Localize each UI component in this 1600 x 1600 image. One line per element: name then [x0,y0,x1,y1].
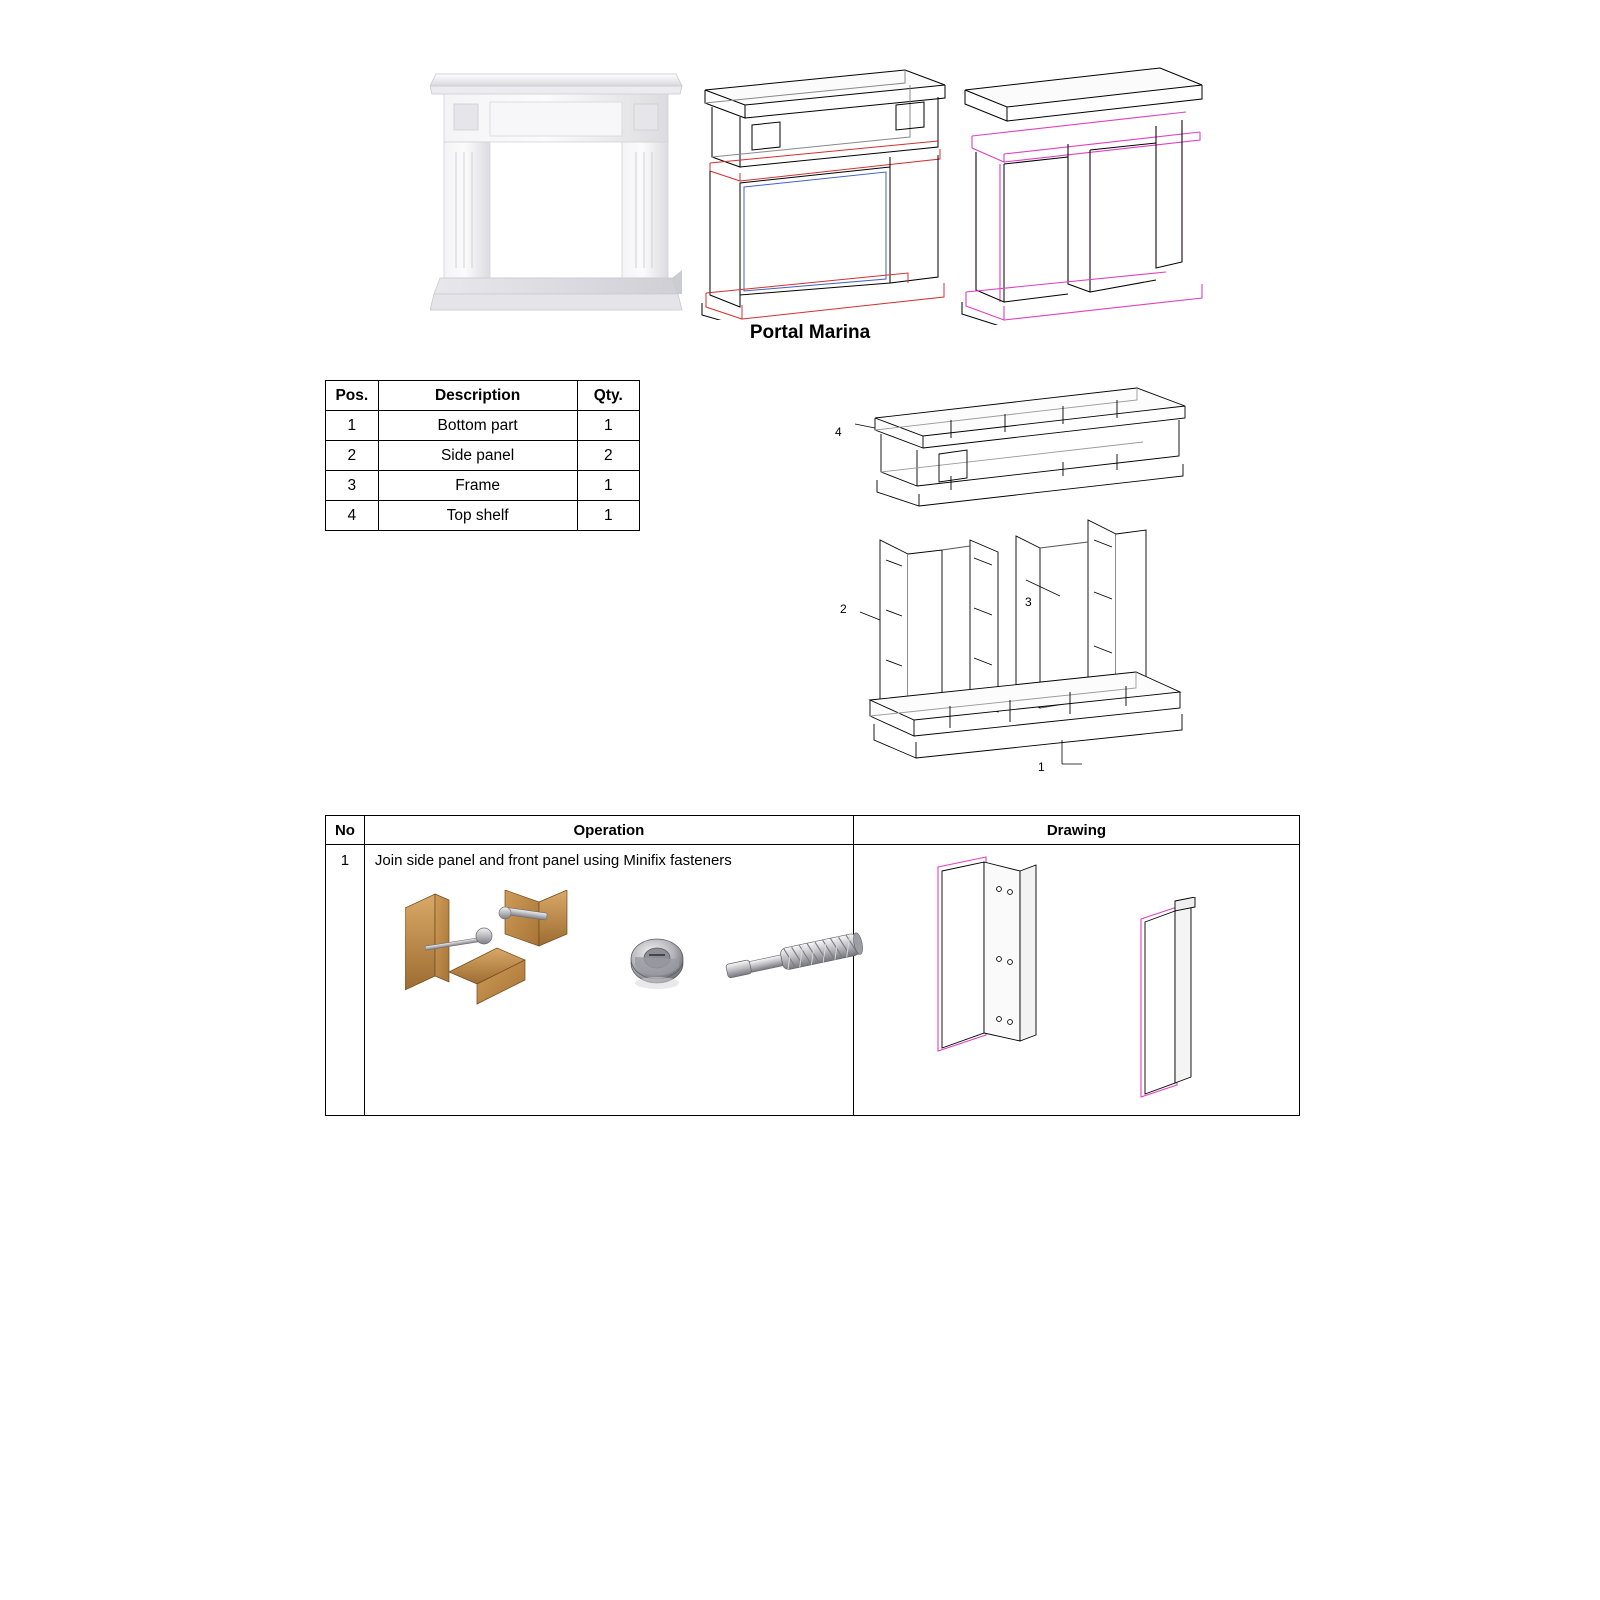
frame-subassembly-part [850,500,1200,780]
cell-qty: 1 [577,471,639,501]
header-description: Description [378,381,577,411]
ops-row [326,845,1300,1116]
parts-table [325,380,640,531]
cell-description: Bottom part [378,411,577,441]
minifix-cam-icon [615,927,705,1017]
mantel-wireframe-rear [960,40,1210,325]
ops-cell-drawing [853,845,1299,1116]
header-operation: Operation [364,816,853,845]
cell-pos: 4 [326,501,379,531]
operation-text: Join side panel and front panel using Minifix fasteners [374,852,732,869]
drawing-panel-assembly [924,855,1064,1085]
table-header-row [326,381,640,411]
ops-cell-operation [364,845,853,1116]
cell-pos: 2 [326,441,379,471]
callout-4: 4 [835,425,842,439]
mantel-photo [430,52,690,317]
callout-3: 3 [1025,595,1032,609]
cell-qty: 2 [577,441,639,471]
table-row [326,411,640,441]
minifix-joint-illustration [405,890,605,1030]
callout-1: 1 [1038,760,1045,774]
table-row [326,441,640,471]
cell-pos: 3 [326,471,379,501]
header-qty: Qty. [577,381,639,411]
header-no: No [326,816,365,845]
exploded-assembly-drawing [820,370,1220,790]
top-shelf-part [855,380,1195,520]
cell-pos: 1 [326,411,379,441]
header-pos: Pos. [326,381,379,411]
cell-qty: 1 [577,411,639,441]
callout-2: 2 [840,602,847,616]
drawing-single-panel [1129,897,1239,1107]
ops-row-number: 1 [340,852,350,869]
header-drawing: Drawing [853,816,1299,845]
page-title: Portal Marina [749,322,871,343]
ops-cell-no [326,845,365,1116]
cell-description: Side panel [378,441,577,471]
cell-description: Frame [378,471,577,501]
ops-header-row [326,816,1300,845]
table-row [326,471,640,501]
operations-table [325,815,1300,1116]
product-illustrations [420,30,1220,320]
mantel-wireframe-front [700,45,950,320]
table-row [326,501,640,531]
cell-description: Top shelf [378,501,577,531]
cell-qty: 1 [577,501,639,531]
